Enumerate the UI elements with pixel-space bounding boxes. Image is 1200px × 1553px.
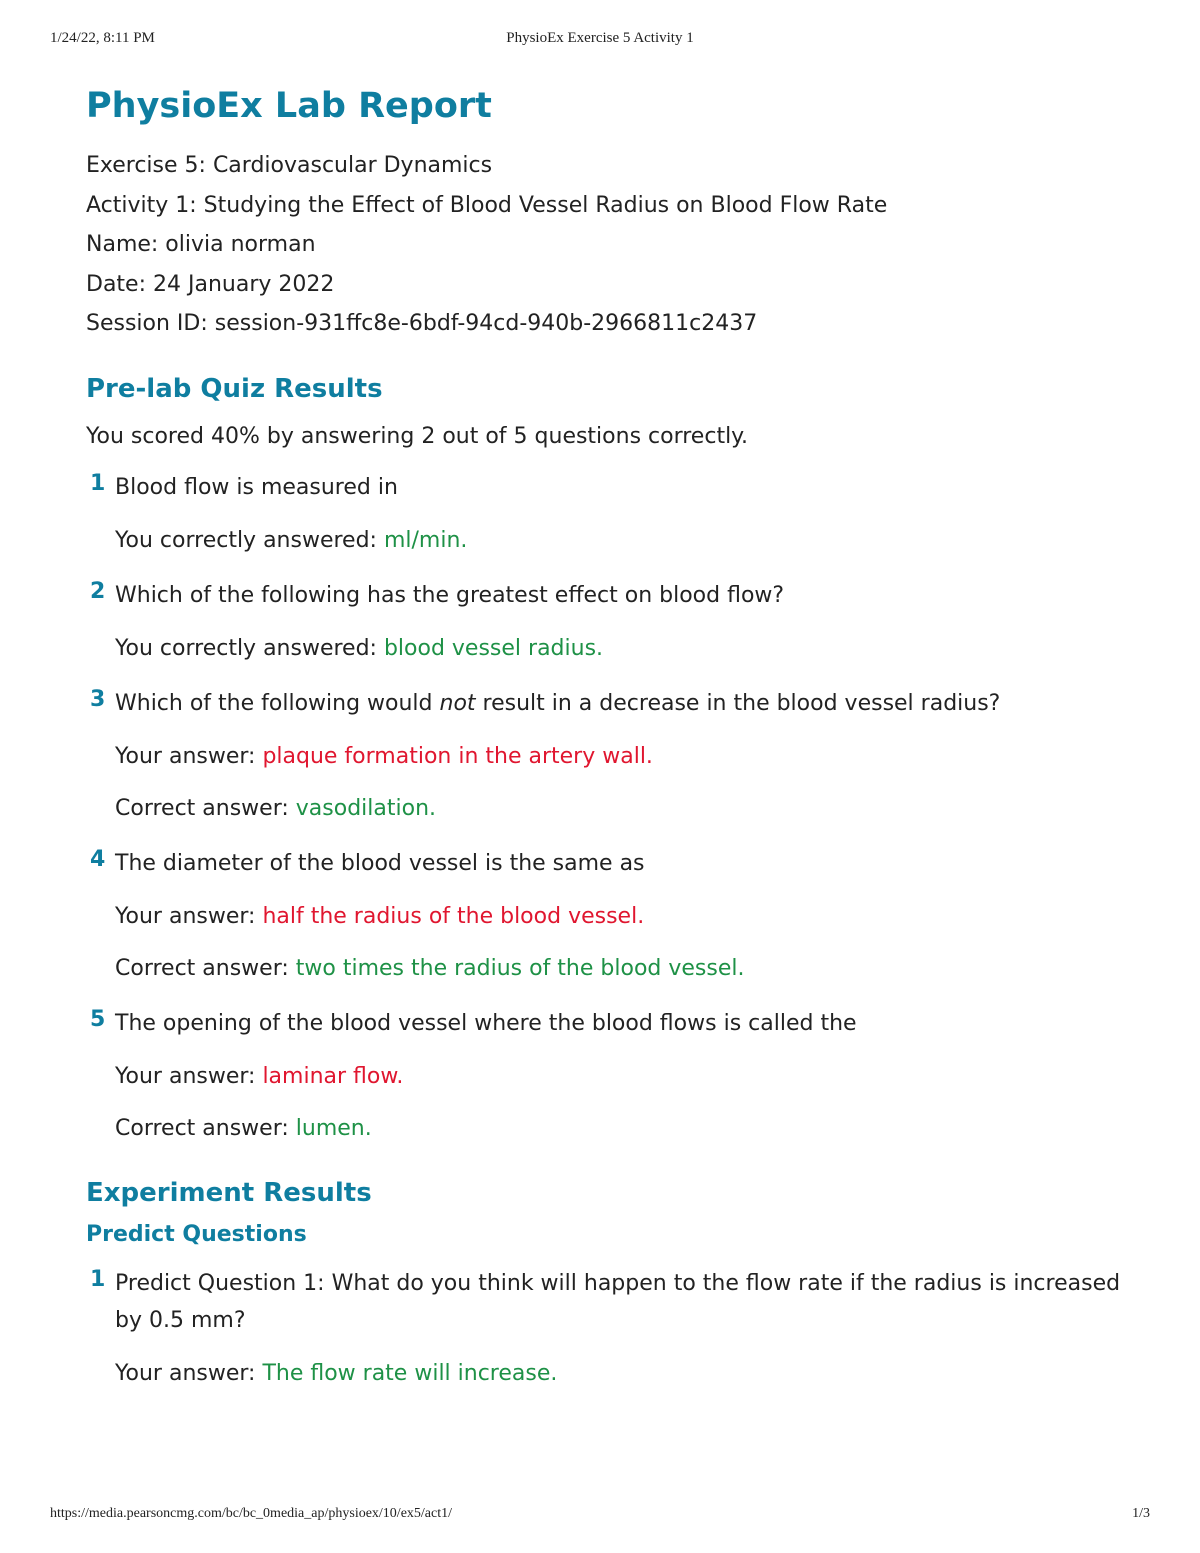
print-footer xyxy=(50,1506,1150,1526)
your-answer-line xyxy=(115,742,1126,772)
correct-answer-label: Correct answer: xyxy=(115,795,296,821)
question-text: Which of the following has the greatest effect on blood flow? xyxy=(115,582,785,608)
report-meta xyxy=(86,146,1126,344)
prelab-heading: Pre-lab Quiz Results xyxy=(86,373,383,404)
question-text: The opening of the blood vessel where the blood flows is called the xyxy=(115,1010,857,1036)
print-datetime: 1/24/22, 8:11 PM xyxy=(50,30,155,46)
print-page-title: PhysioEx Exercise 5 Activity 1 xyxy=(506,30,694,46)
question-number: 2 xyxy=(90,578,106,604)
your-answer-label: Your answer: xyxy=(115,1063,263,1089)
incorrect-answer-value: plaque formation in the artery wall. xyxy=(262,743,653,769)
prelab-score: You scored 40% by answering 2 out of 5 questions correctly. xyxy=(86,423,749,449)
answer-line xyxy=(115,526,1126,556)
lab-report xyxy=(86,84,1126,1413)
prelab-question xyxy=(86,685,1126,824)
question-number: 1 xyxy=(90,1266,106,1292)
answer-label: You correctly answered: xyxy=(115,527,384,553)
prelab-question xyxy=(86,845,1126,984)
question-text-emphasis: not xyxy=(439,690,476,716)
predicted-answer-value: The flow rate will increase. xyxy=(262,1360,558,1386)
session-line: Session ID: session-931ffc8e-6bdf-94cd-940b-2966811c2437 xyxy=(86,311,758,336)
prelab-question xyxy=(86,1005,1126,1144)
predict-question xyxy=(86,1265,1126,1389)
question-text: Blood flow is measured in xyxy=(115,474,398,500)
answer-line xyxy=(115,634,1126,664)
date-line: Date: 24 January 2022 xyxy=(86,271,335,297)
correct-answer-value: lumen. xyxy=(295,1115,372,1141)
prelab-question xyxy=(86,577,1126,664)
correct-answer-value: vasodilation. xyxy=(295,795,437,821)
experiment-heading: Experiment Results xyxy=(86,1177,372,1208)
name-line: Name: olivia norman xyxy=(86,232,316,257)
print-url: https://media.pearsoncmg.com/bc/bc_0media_ap/physioex/10/ex5/act1/ xyxy=(50,1506,453,1521)
exercise-line: Exercise 5: Cardiovascular Dynamics xyxy=(86,153,493,178)
question-number: 1 xyxy=(90,470,106,496)
your-answer-label: Your answer: xyxy=(115,743,263,769)
incorrect-answer-value: laminar flow. xyxy=(262,1063,404,1089)
question-text-end: result in a decrease in the blood vessel radius? xyxy=(475,690,1001,716)
question-text: The diameter of the blood vessel is the same as xyxy=(115,850,645,876)
correct-answer-label: Correct answer: xyxy=(115,955,296,981)
question-number: 5 xyxy=(90,1006,106,1032)
question-number: 4 xyxy=(90,846,106,872)
question-text xyxy=(115,685,1126,722)
correct-answer-line xyxy=(115,794,1126,824)
answer-label: You correctly answered: xyxy=(115,635,384,661)
your-answer-label: Your answer: xyxy=(115,1360,263,1386)
report-title: PhysioEx Lab Report xyxy=(86,86,492,126)
your-answer-label: Your answer: xyxy=(115,903,263,929)
print-page-number: 1/3 xyxy=(1132,1506,1150,1521)
prelab-question-list xyxy=(86,469,1126,1144)
correct-answer-line xyxy=(115,954,1126,984)
print-header xyxy=(50,30,1150,50)
correct-answer-value: ml/min. xyxy=(383,527,468,553)
predict-question-list xyxy=(86,1265,1126,1389)
prelab-question xyxy=(86,469,1126,556)
correct-answer-value: blood vessel radius. xyxy=(383,635,604,661)
your-answer-line xyxy=(115,902,1126,932)
correct-answer-label: Correct answer: xyxy=(115,1115,296,1141)
activity-line: Activity 1: Studying the Effect of Blood Vessel Radius on Blood Flow Rate xyxy=(86,192,888,218)
question-text: Predict Question 1: What do you think will happen to the flow rate if the radius is increased by 0.5 mm? xyxy=(115,1270,1121,1333)
your-answer-line xyxy=(115,1062,1126,1092)
incorrect-answer-value: half the radius of the blood vessel. xyxy=(262,903,645,929)
question-text-start: Which of the following would xyxy=(115,690,440,716)
your-answer-line xyxy=(115,1359,1126,1389)
question-number: 3 xyxy=(90,686,106,712)
predict-questions-heading: Predict Questions xyxy=(86,1221,307,1247)
correct-answer-value: two times the radius of the blood vessel. xyxy=(295,955,745,981)
correct-answer-line xyxy=(115,1114,1126,1144)
